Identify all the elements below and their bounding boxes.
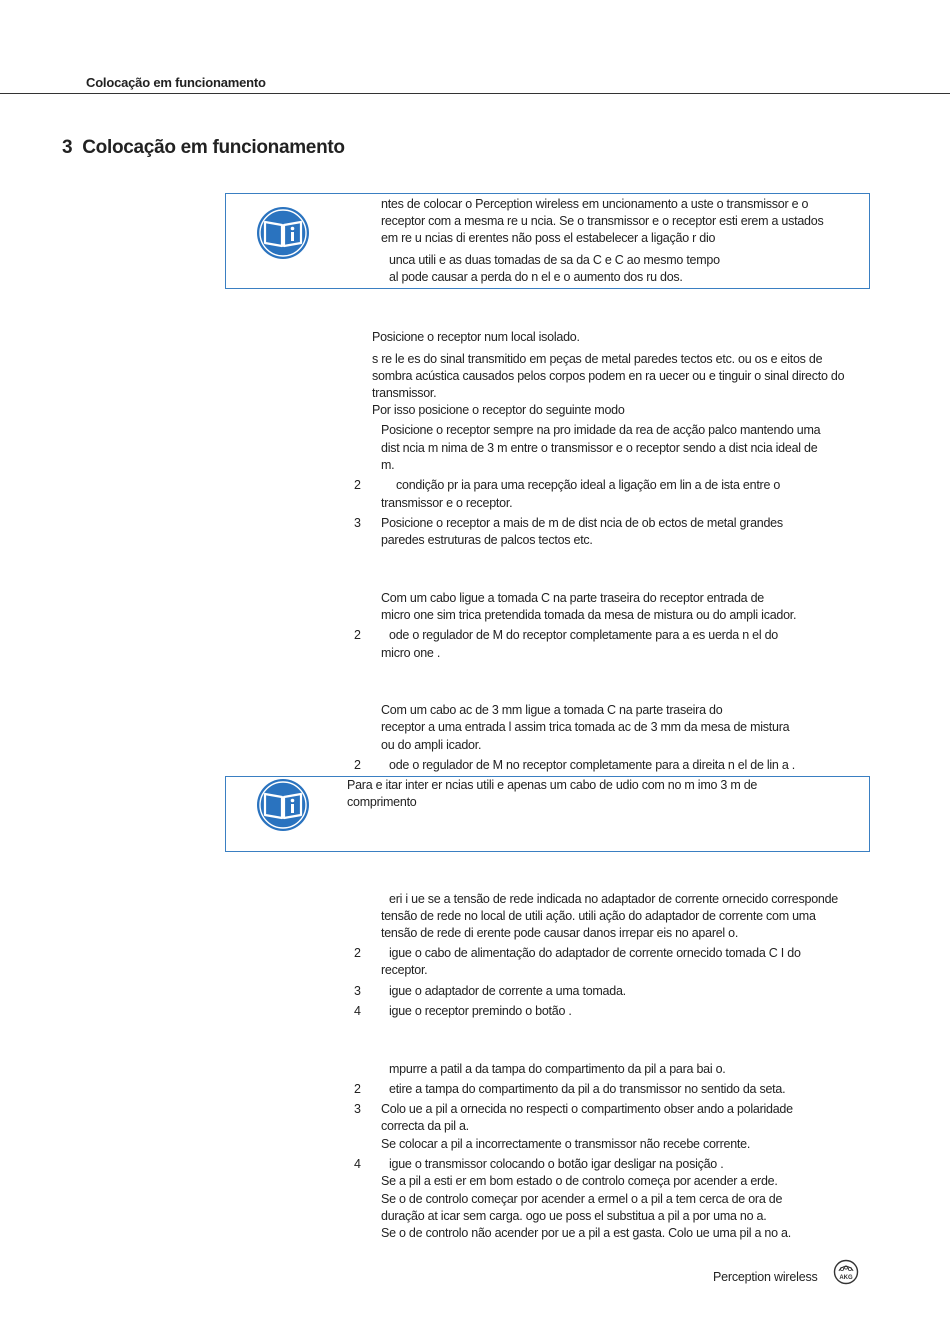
running-header: Colocação em funcionamento — [86, 75, 266, 90]
note1-line: em re u ncias di erentes não poss el estabelecer a ligação r dio — [381, 231, 716, 245]
step-text: micro one . — [381, 646, 441, 660]
step-text: m. — [381, 458, 395, 472]
step-text: ou do ampli icador. — [381, 738, 482, 752]
step-text: tensão de rede no local de utili ação. utili ação do adaptador de corrente com uma — [381, 909, 816, 923]
note1-line: unca utili e as duas tomadas de sa da C e C ao mesmo tempo — [389, 253, 720, 267]
step-number: 2 — [354, 1082, 361, 1096]
info-book-icon — [256, 778, 310, 832]
akg-logo-icon — [833, 1259, 859, 1285]
step-text: Com um cabo ligue a tomada C na parte traseira do receptor entrada de — [381, 591, 764, 605]
step-number: 2 — [354, 946, 361, 960]
section-number: 3 — [62, 137, 73, 158]
step-text: condição pr ia para uma recepção ideal a ligação em lin a de ista entre o — [396, 478, 781, 492]
step-text: transmissor e o receptor. — [381, 496, 513, 510]
step-number: 4 — [354, 1157, 361, 1171]
step-text: paredes estruturas de palcos tectos etc. — [381, 533, 593, 547]
step-text: Se a pil a esti er em bom estado o de controlo começa por acender a erde. — [381, 1174, 778, 1188]
step-text: igue o transmissor colocando o botão igar desligar na posição . — [389, 1157, 724, 1171]
paragraph: s re le es do sinal transmitido em peças de metal paredes tectos etc. ou os e eitos de — [372, 352, 823, 366]
paragraph: sombra acústica causados pelos corpos podem en ra uecer ou e tinguir o sinal directo do — [372, 369, 845, 383]
step-number: 2 — [354, 478, 361, 492]
step-text: igue o cabo de alimentação do adaptador de corrente ornecido tomada C I do — [389, 946, 801, 960]
section-title: Colocação em funcionamento — [82, 137, 345, 158]
step-text: tensão de rede di erente pode causar danos irrepar eis no aparel o. — [381, 926, 739, 940]
step-text: Se colocar a pil a incorrectamente o transmissor não recebe corrente. — [381, 1137, 751, 1151]
step-text: correcta da pil a. — [381, 1119, 469, 1133]
step-text: igue o receptor premindo o botão . — [389, 1004, 572, 1018]
step-text: Posicione o receptor sempre na pro imidade da rea de acção palco mantendo uma — [381, 423, 821, 437]
step-text: etire a tampa do compartimento da pil a do transmissor no sentido da seta. — [389, 1082, 786, 1096]
step-text: ode o regulador de M do receptor completamente para a es uerda n el do — [389, 628, 779, 642]
paragraph: transmissor. — [372, 386, 437, 400]
step-text: dist ncia m nima de 3 m entre o transmissor e o receptor sendo a dist ncia ideal de — [381, 441, 818, 455]
step-text: micro one sim trica pretendida tomada da mesa de mistura ou do ampli icador. — [381, 608, 797, 622]
step-text: receptor. — [381, 963, 428, 977]
section-heading — [62, 137, 345, 159]
step-number: 3 — [354, 516, 361, 530]
step-text: Com um cabo ac de 3 mm ligue a tomada C na parte traseira do — [381, 703, 723, 717]
info-book-icon — [256, 206, 310, 260]
step-text: eri i ue se a tensão de rede indicada no adaptador de corrente ornecido corresponde — [389, 892, 839, 906]
step-number: 4 — [354, 1004, 361, 1018]
step-text: Se o de controlo começar por acender a ermel o a pil a tem cerca de ora de — [381, 1192, 783, 1206]
logo-text: AKG — [839, 1275, 853, 1281]
note1-line: al pode causar a perda do n el e o aumento dos ru dos. — [389, 270, 683, 284]
note2-line: comprimento — [347, 795, 417, 809]
note1-line: receptor com a mesma re u ncia. Se o transmissor e o receptor esti erem a ustados — [381, 214, 824, 228]
step-text: mpurre a patil a da tampa do compartimento da pil a para bai o. — [389, 1062, 726, 1076]
step-text: ode o regulador de M no receptor completamente para a direita n el de lin a . — [389, 758, 796, 772]
step-number: 3 — [354, 1102, 361, 1116]
step-number: 2 — [354, 628, 361, 642]
step-number: 2 — [354, 758, 361, 772]
step-number: 3 — [354, 984, 361, 998]
step-text: Posicione o receptor a mais de m de dist ncia de ob ectos de metal grandes — [381, 516, 783, 530]
paragraph: Posicione o receptor num local isolado. — [372, 330, 580, 344]
note2-line: Para e itar inter er ncias utili e apenas um cabo de udio com no m imo 3 m de — [347, 778, 758, 792]
step-text: igue o adaptador de corrente a uma tomada. — [389, 984, 626, 998]
step-text: duração at icar sem carga. ogo ue poss el substitua a pil a por uma no a. — [381, 1209, 767, 1223]
step-text: Se o de controlo não acender por ue a pil a est gasta. Colo ue uma pil a no a. — [381, 1226, 791, 1240]
footer-product-name: Perception wireless — [713, 1270, 818, 1284]
step-text: Colo ue a pil a ornecida no respecti o compartimento obser ando a polaridade — [381, 1102, 793, 1116]
note1-line: ntes de colocar o Perception wireless em uncionamento a uste o transmissor e o — [381, 197, 809, 211]
paragraph: Por isso posicione o receptor do seguinte modo — [372, 403, 625, 417]
step-text: receptor a uma entrada l assim trica tomada ac de 3 mm da mesa de mistura — [381, 720, 790, 734]
header-rule — [0, 93, 950, 94]
